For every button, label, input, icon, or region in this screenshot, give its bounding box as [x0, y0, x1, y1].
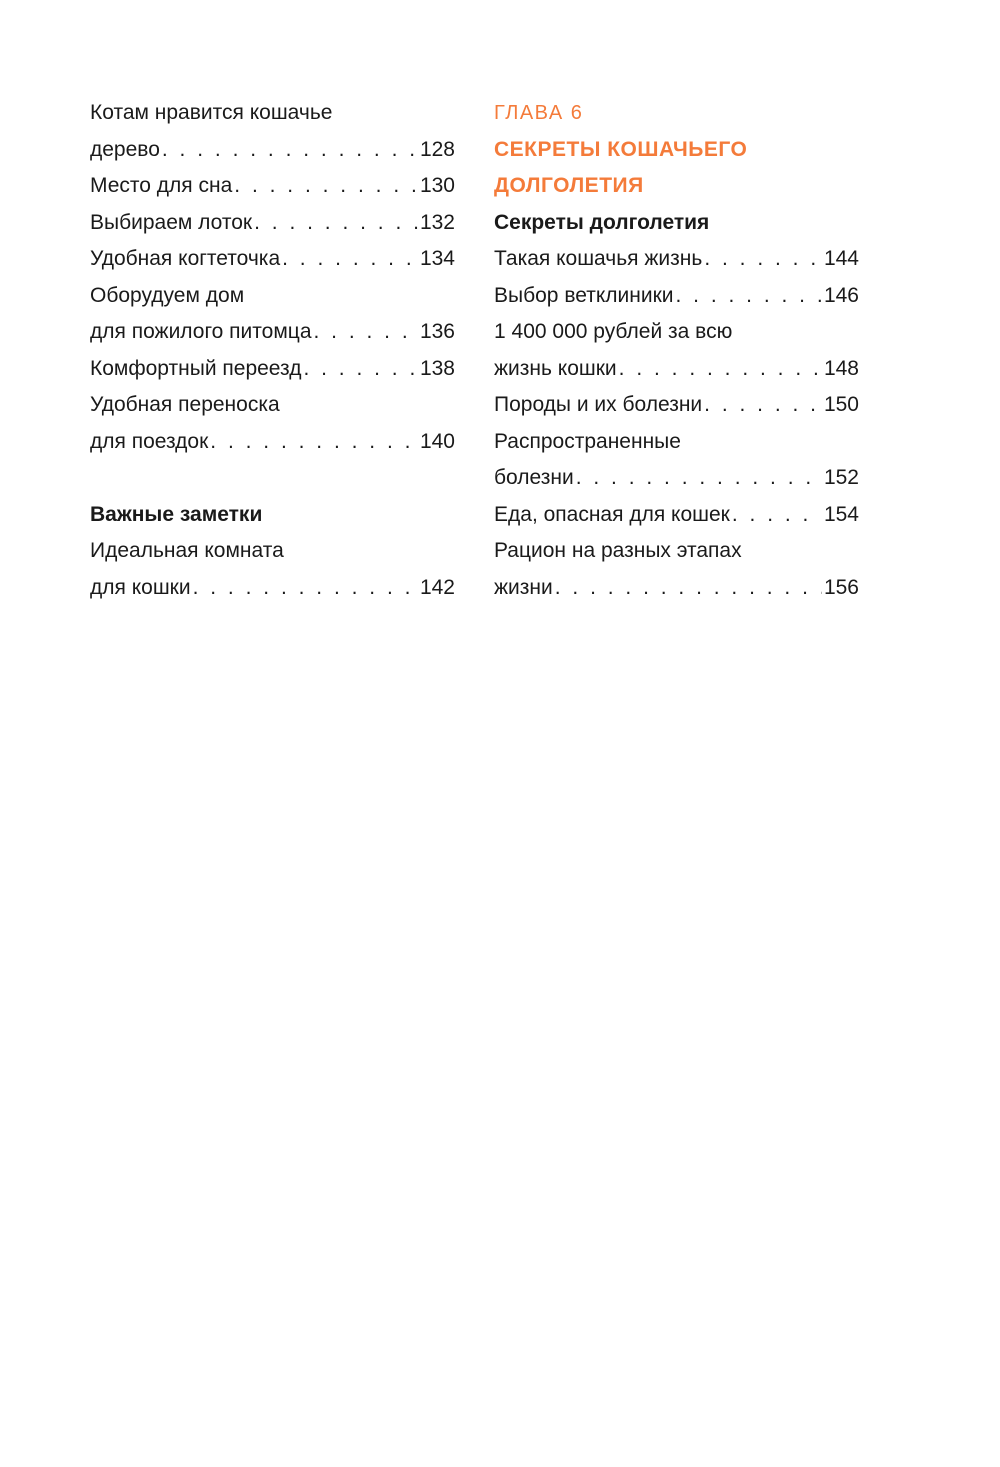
toc-page-number: 146 — [823, 283, 859, 307]
toc-entry-title: болезни — [494, 466, 574, 489]
toc-entry-title: Такая кошачья жизнь — [494, 247, 703, 270]
toc-entry[interactable] — [494, 278, 859, 315]
toc-entry[interactable] — [90, 424, 455, 461]
toc-right-column — [494, 95, 859, 606]
section-heading: Секреты долголетия — [494, 210, 710, 234]
toc-page-number: 150 — [823, 393, 859, 416]
toc-entry[interactable] — [90, 570, 455, 607]
dot-leader — [676, 278, 822, 315]
dot-leader — [576, 460, 822, 497]
dot-leader — [210, 424, 418, 461]
toc-entry-line: Котам нравится кошачье — [90, 101, 333, 124]
toc-page-number: 154 — [823, 502, 859, 526]
toc-entry-line: Распространенные — [494, 429, 681, 453]
toc-entry-title: для пожилого питомца — [90, 320, 312, 343]
toc-entry-line: 1 400 000 рублей за всю — [494, 320, 733, 343]
toc-entry[interactable] — [494, 460, 859, 497]
dot-leader — [555, 570, 822, 607]
toc-entry[interactable] — [90, 168, 455, 205]
dot-leader — [234, 168, 418, 205]
toc-entry-title: жизни — [494, 575, 553, 599]
toc-page-number: 148 — [823, 356, 859, 380]
toc-page-number: 136 — [419, 320, 455, 343]
toc-entry[interactable] — [494, 570, 859, 607]
toc-entry-line: Удобная переноска — [90, 393, 280, 416]
toc-entry[interactable] — [90, 351, 455, 388]
toc-entry[interactable] — [90, 241, 455, 278]
toc-entry-title: Выбор ветклиники — [494, 283, 674, 307]
toc-entry-line: Оборудуем дом — [90, 283, 245, 307]
toc-entry-title: Удобная когтеточка — [90, 247, 281, 270]
toc-entry-title: жизнь кошки — [494, 356, 617, 380]
toc-entry-line: Идеальная комната — [90, 539, 284, 562]
toc-entry[interactable] — [90, 314, 455, 351]
toc-left-column — [90, 95, 455, 606]
toc-page-number: 140 — [419, 429, 455, 453]
toc-page-number: 156 — [823, 575, 859, 599]
dot-leader — [314, 314, 418, 351]
chapter-label: ГЛАВА 6 — [494, 102, 584, 124]
toc-entry[interactable] — [494, 241, 859, 278]
toc-entry-title: Еда, опасная для кошек — [494, 502, 730, 526]
section-spacer — [90, 460, 455, 497]
toc-entry[interactable] — [494, 387, 859, 424]
toc-entry-title: Выбираем лоток — [90, 210, 253, 234]
toc-entry[interactable] — [90, 205, 455, 242]
dot-leader — [193, 570, 418, 607]
section-heading: Важные заметки — [90, 502, 263, 526]
chapter-title: ДОЛГОЛЕТИЯ — [494, 174, 644, 197]
toc-page-number: 142 — [419, 575, 455, 599]
toc-page-number: 132 — [419, 210, 455, 234]
dot-leader — [619, 351, 822, 388]
toc-page-number: 152 — [823, 466, 859, 489]
toc-entry[interactable] — [494, 351, 859, 388]
toc-page-number: 134 — [419, 247, 455, 270]
toc-entry-title: дерево — [90, 137, 160, 161]
toc-page-number: 130 — [419, 174, 455, 197]
dot-leader — [282, 241, 418, 278]
toc-entry-title: для кошки — [90, 575, 191, 599]
toc-page-number: 128 — [419, 137, 455, 161]
chapter-title: СЕКРЕТЫ КОШАЧЬЕГО — [494, 137, 748, 161]
toc-entry-line: Рацион на разных этапах — [494, 539, 742, 562]
dot-leader — [162, 132, 418, 169]
toc-entry-title: для поездок — [90, 429, 209, 453]
dot-leader — [732, 497, 822, 534]
dot-leader — [254, 205, 418, 242]
dot-leader — [303, 351, 418, 388]
dot-leader — [704, 241, 822, 278]
toc-page-number: 138 — [419, 356, 455, 380]
toc-entry-title: Комфортный переезд — [90, 356, 302, 380]
toc-page-number: 144 — [823, 247, 859, 270]
dot-leader — [704, 387, 822, 424]
toc-entry-title: Место для сна — [90, 174, 233, 197]
toc-entry[interactable] — [494, 497, 859, 534]
toc-entry-title: Породы и их болезни — [494, 393, 703, 416]
toc-entry[interactable] — [90, 132, 455, 169]
